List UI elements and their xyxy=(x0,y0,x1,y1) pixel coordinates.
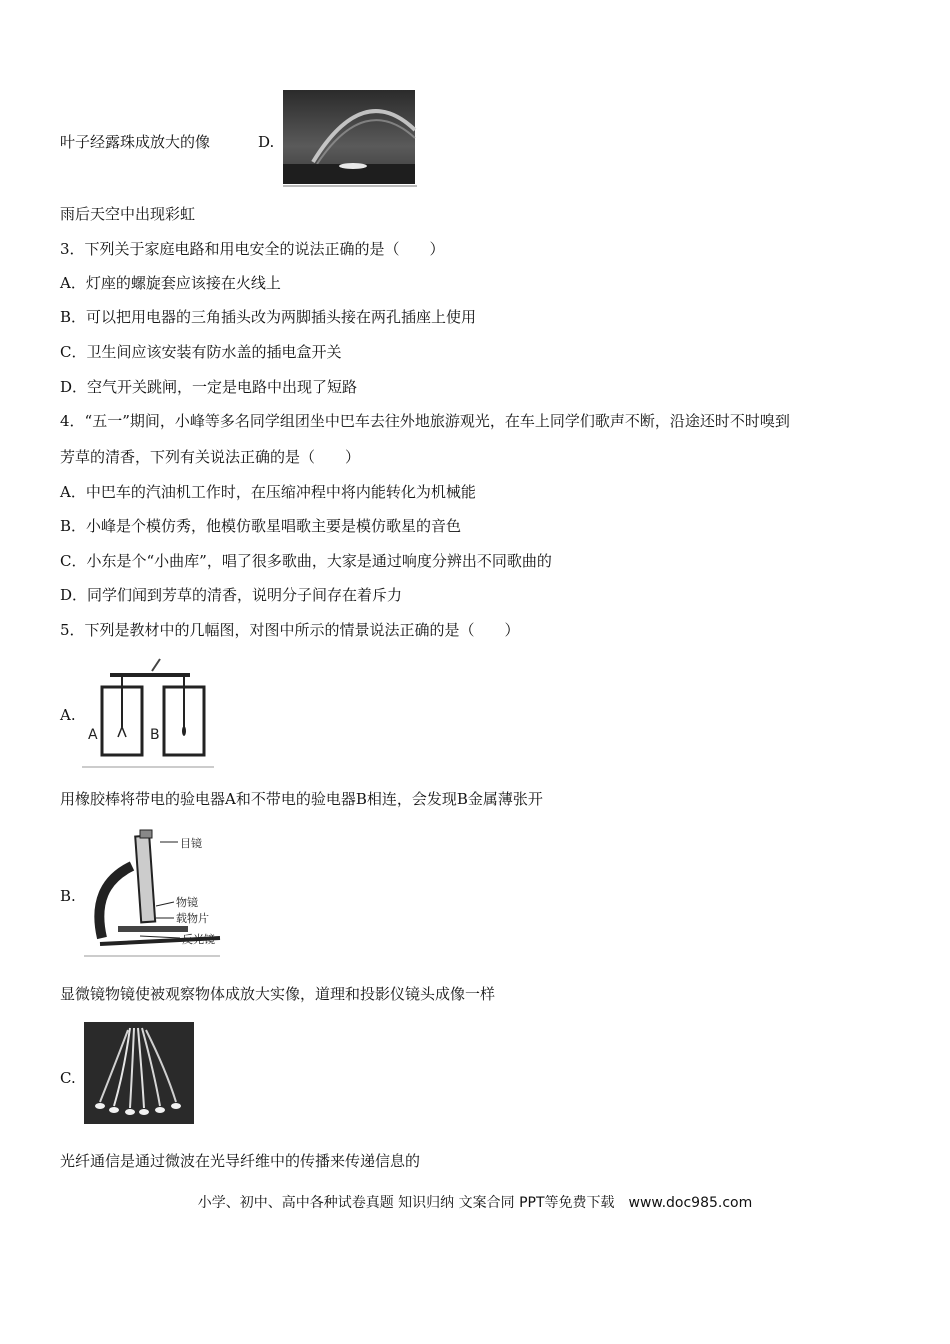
microscope-label-slide: 载物片 xyxy=(176,912,209,925)
q4-stem-line1: 4．“五一”期间，小峰等多名同学组团坐中巴车去往外地旅游观光，在车上同学们歌声不断，沿途还时不时嗅到 xyxy=(60,412,790,430)
rainbow-photo xyxy=(283,90,417,188)
q3-option-c: C．卫生间应该安装有防水盖的插电盒开关 xyxy=(60,343,342,361)
q4-option-b: B．小峰是个模仿秀，他模仿歌星唱歌主要是模仿歌星的音色 xyxy=(60,517,462,535)
q5-option-c-text: 光纤通信是通过微波在光导纤维中的传播来传递信息的 xyxy=(60,1152,421,1170)
electroscope-figure xyxy=(80,655,216,771)
q5-option-b-label: B. xyxy=(60,887,76,905)
electroscope-label-a: A xyxy=(88,727,98,743)
electroscope-label-b: B xyxy=(150,727,160,743)
q5-option-c-label: C. xyxy=(60,1069,76,1087)
microscope-label-mirror: 反光镜 xyxy=(182,933,215,946)
q2-option-d-text: 雨后天空中出现彩虹 xyxy=(60,205,196,223)
q5-option-a-text: 用橡胶棒将带电的验电器A和不带电的验电器B相连，会发现B金属薄张开 xyxy=(60,790,543,808)
q5-stem: 5．下列是教材中的几幅图，对图中所示的情景说法正确的是（ ） xyxy=(60,621,520,639)
q4-option-a: A．中巴车的汽油机工作时，在压缩冲程中将内能转化为机械能 xyxy=(60,483,476,501)
page-footer: 小学、初中、高中各种试卷真题 知识归纳 文案合同 PPT等免费下载 www.doc985.com xyxy=(197,1195,753,1211)
q3-option-d: D．空气开关跳闸，一定是电路中出现了短路 xyxy=(60,378,358,396)
q4-option-c: C．小东是个“小曲库”，唱了很多歌曲，大家是通过响度分辨出不同歌曲的 xyxy=(60,552,552,570)
q4-option-d: D．同学们闻到芳草的清香，说明分子间存在着斥力 xyxy=(60,586,403,604)
q5-option-b-text: 显微镜物镜使被观察物体成放大实像，道理和投影仪镜头成像一样 xyxy=(60,985,496,1003)
q4-stem-line2: 芳草的清香，下列有关说法正确的是（ ） xyxy=(60,448,361,466)
q3-option-b: B．可以把用电器的三角插头改为两脚插头接在两孔插座上使用 xyxy=(60,308,477,326)
microscope-label-objective: 物镜 xyxy=(176,896,198,909)
microscope-label-eyepiece: 目镜 xyxy=(180,837,202,850)
q2-option-d-label: D. xyxy=(258,133,275,151)
microscope-figure xyxy=(80,826,222,960)
q5-option-a-label: A. xyxy=(60,706,76,724)
optical-fiber-photo xyxy=(84,1022,196,1126)
q3-stem: 3．下列关于家庭电路和用电安全的说法正确的是（ ） xyxy=(60,240,445,258)
q3-option-a: A．灯座的螺旋套应该接在火线上 xyxy=(60,274,281,292)
q2-option-c-text: 叶子经露珠成放大的像 xyxy=(60,133,211,151)
